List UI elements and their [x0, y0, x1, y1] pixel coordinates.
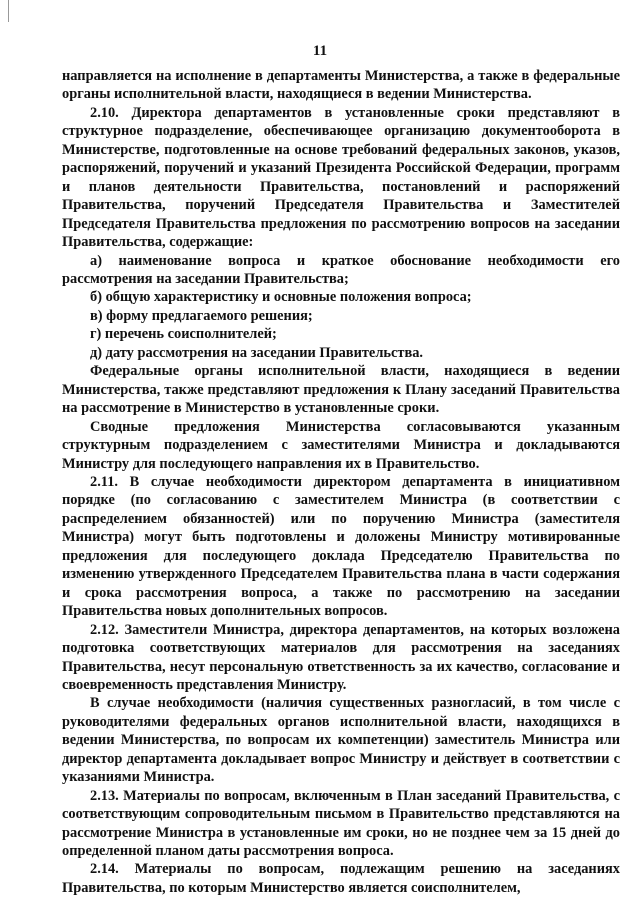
paragraph-2-12: 2.12. Заместители Министра, директора департаментов, на которых возложена подготовка соответствующих материалов для рассмотрения на заседаниях Правительства, несут персональную ответственность за их качество, согласование и своевременность представления Министру. [62, 621, 620, 693]
page-number: 11 [312, 43, 328, 59]
paragraph-2-13: 2.13. Материалы по вопросам, включенным в План заседаний Правительства, с соответствующим сопроводительным письмом в Правительство представляются на рассмотрение Министра в установленные им сроки, но не позднее чем за 15 дней до определенной планом даты рассмотрения вопроса. [62, 787, 620, 860]
paragraph-disagreements: В случае необходимости (наличия существенных разногласий, в том числе с руководителями федеральных органов исполнительной власти, находящихся в ведении Министерства, по вопросам их компетенции) заместитель Министра или директор департамента докладывает вопрос Министру и действует в соответствии с указаниями Министра. [62, 695, 620, 786]
paragraph-2-14: 2.14. Материалы по вопросам, подлежащим решению на заседаниях Правительства, по которым Министерство является соисполнителем, [62, 861, 620, 896]
list-item-v: в) форму предлагаемого решения; [90, 307, 313, 324]
document-body [62, 67, 620, 897]
scan-margin-mark [8, 0, 9, 22]
list-item-b: б) общую характеристику и основные положения вопроса; [90, 289, 472, 306]
list-item-g: г) перечень соисполнителей; [90, 326, 277, 343]
paragraph-continuation: направляется на исполнение в департаменты Министерства, а также в федеральные органы исполнительной власти, находящиеся в ведении Министерства. [62, 68, 620, 103]
paragraph-consolidated-proposals: Сводные предложения Министерства согласовываются указанным структурным подразделением с заместителями Министра и докладываются Министру для последующего направления их в Правительство. [62, 418, 620, 472]
paragraph-2-10: 2.10. Директора департаментов в установленные сроки представляют в структурное подразделение, обеспечивающее организацию документооборота в Министерстве, подготовленные на основе требований федеральных законов, указов, распоряжений, поручений и указаний Президента Российской Федерации, программ и планов деятельности Правительства, постановлений и распоряжений Правительства, поручений Председателя Правительства и Заместителей Председателя Правительства предложения по рассмотрению вопросов на заседании Правительства, содержащие: [62, 104, 620, 251]
paragraph-2-11: 2.11. В случае необходимости директором департамента в инициативном порядке (по согласованию с заместителем Министра (в соответствии с распределением обязанностей) или по поручению Министра (заместителя Министра) могут быть подготовлены и доложены Министру мотивированные предложения для последующего доклада Председателю Правительства по изменению утвержденного Председателем Правительства плана в части содержания и срока рассмотрения вопроса, а также по рассмотрению на заседании Правительства новых дополнительных вопросов. [62, 473, 620, 620]
paragraph-federal-bodies: Федеральные органы исполнительной власти, находящиеся в ведении Министерства, также представляют предложения к Плану заседаний Правительства на рассмотрение в Министерство в установленные сроки. [62, 363, 620, 417]
list-item-a: а) наименование вопроса и краткое обоснование необходимости его рассмотрения на заседании Правительства; [62, 252, 620, 287]
list-item-d: д) дату рассмотрения на заседании Правительства. [90, 344, 424, 361]
